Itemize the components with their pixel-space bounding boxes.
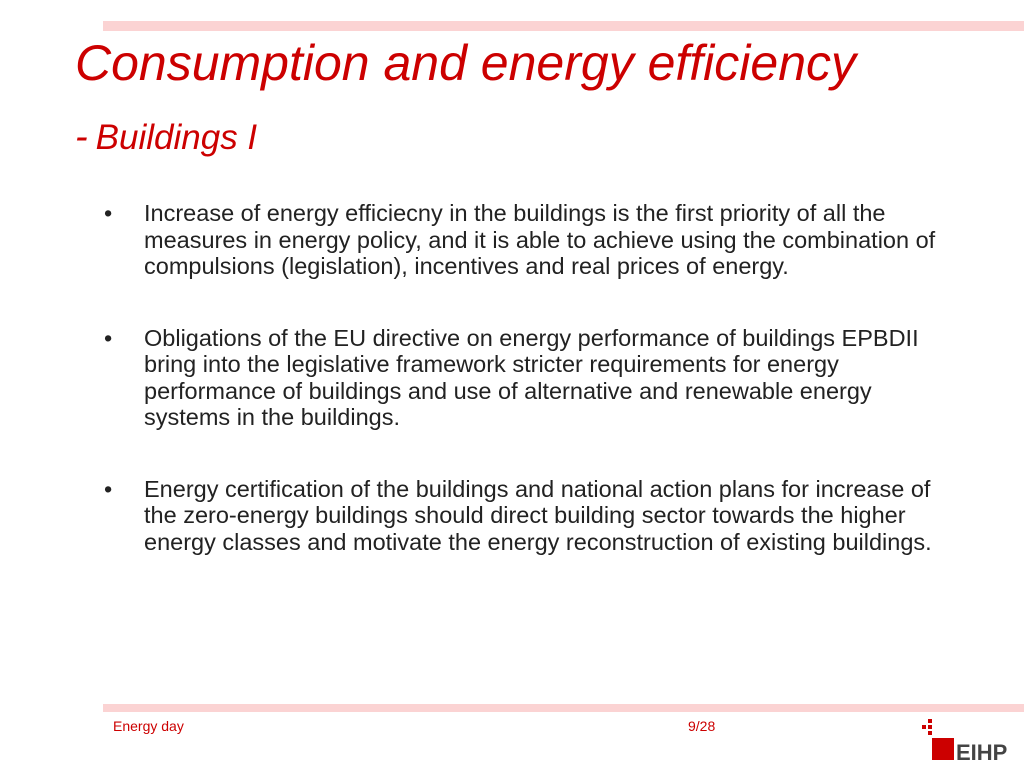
logo-square	[932, 738, 954, 760]
bullet-text: Energy certification of the buildings and national action plans for increase of the zero-energy buildings should direct building sector towards the higher energy classes and motivate the energy reconstruction of existing buildings.	[144, 475, 932, 555]
logo-pixel	[922, 725, 926, 729]
eihp-logo-icon	[918, 716, 1018, 766]
title-sub-text: Buildings I	[95, 118, 258, 157]
bullet-list	[104, 200, 954, 600]
bullet-dot-icon: •	[104, 200, 113, 226]
logo-text: EIHP	[956, 740, 1008, 765]
title-dash: -	[75, 116, 88, 158]
title-main: Consumption and energy efficiency	[75, 35, 857, 91]
bullet-text: Obligations of the EU directive on energy performance of buildings EPBDII bring into the legislative framework stricter requirements for energy performance of buildings and use of alternative and renewable energy systems in the buildings.	[144, 324, 919, 430]
bullet-dot-icon: •	[104, 324, 113, 351]
bullet-dot-icon: •	[104, 475, 113, 502]
bullet-item	[104, 476, 954, 556]
logo-pixel	[928, 731, 932, 735]
logo-pixel	[928, 725, 932, 729]
footer-page-number: 9/28	[688, 718, 716, 734]
title-subtitle	[75, 118, 856, 156]
bullet-text: Increase of energy efficiecny in the buildings is the first priority of all the measures in energy policy, and it is able to achieve using the combination of compulsions (legislation), incentives and real prices of energy.	[144, 200, 936, 279]
slide-title	[75, 35, 857, 158]
top-divider-bar	[103, 21, 1024, 31]
bullet-item	[104, 200, 954, 280]
bullet-item	[104, 325, 954, 431]
bottom-divider-bar	[103, 704, 1024, 712]
footer-event-label: Energy day	[113, 718, 184, 734]
logo-pixel	[928, 719, 932, 723]
